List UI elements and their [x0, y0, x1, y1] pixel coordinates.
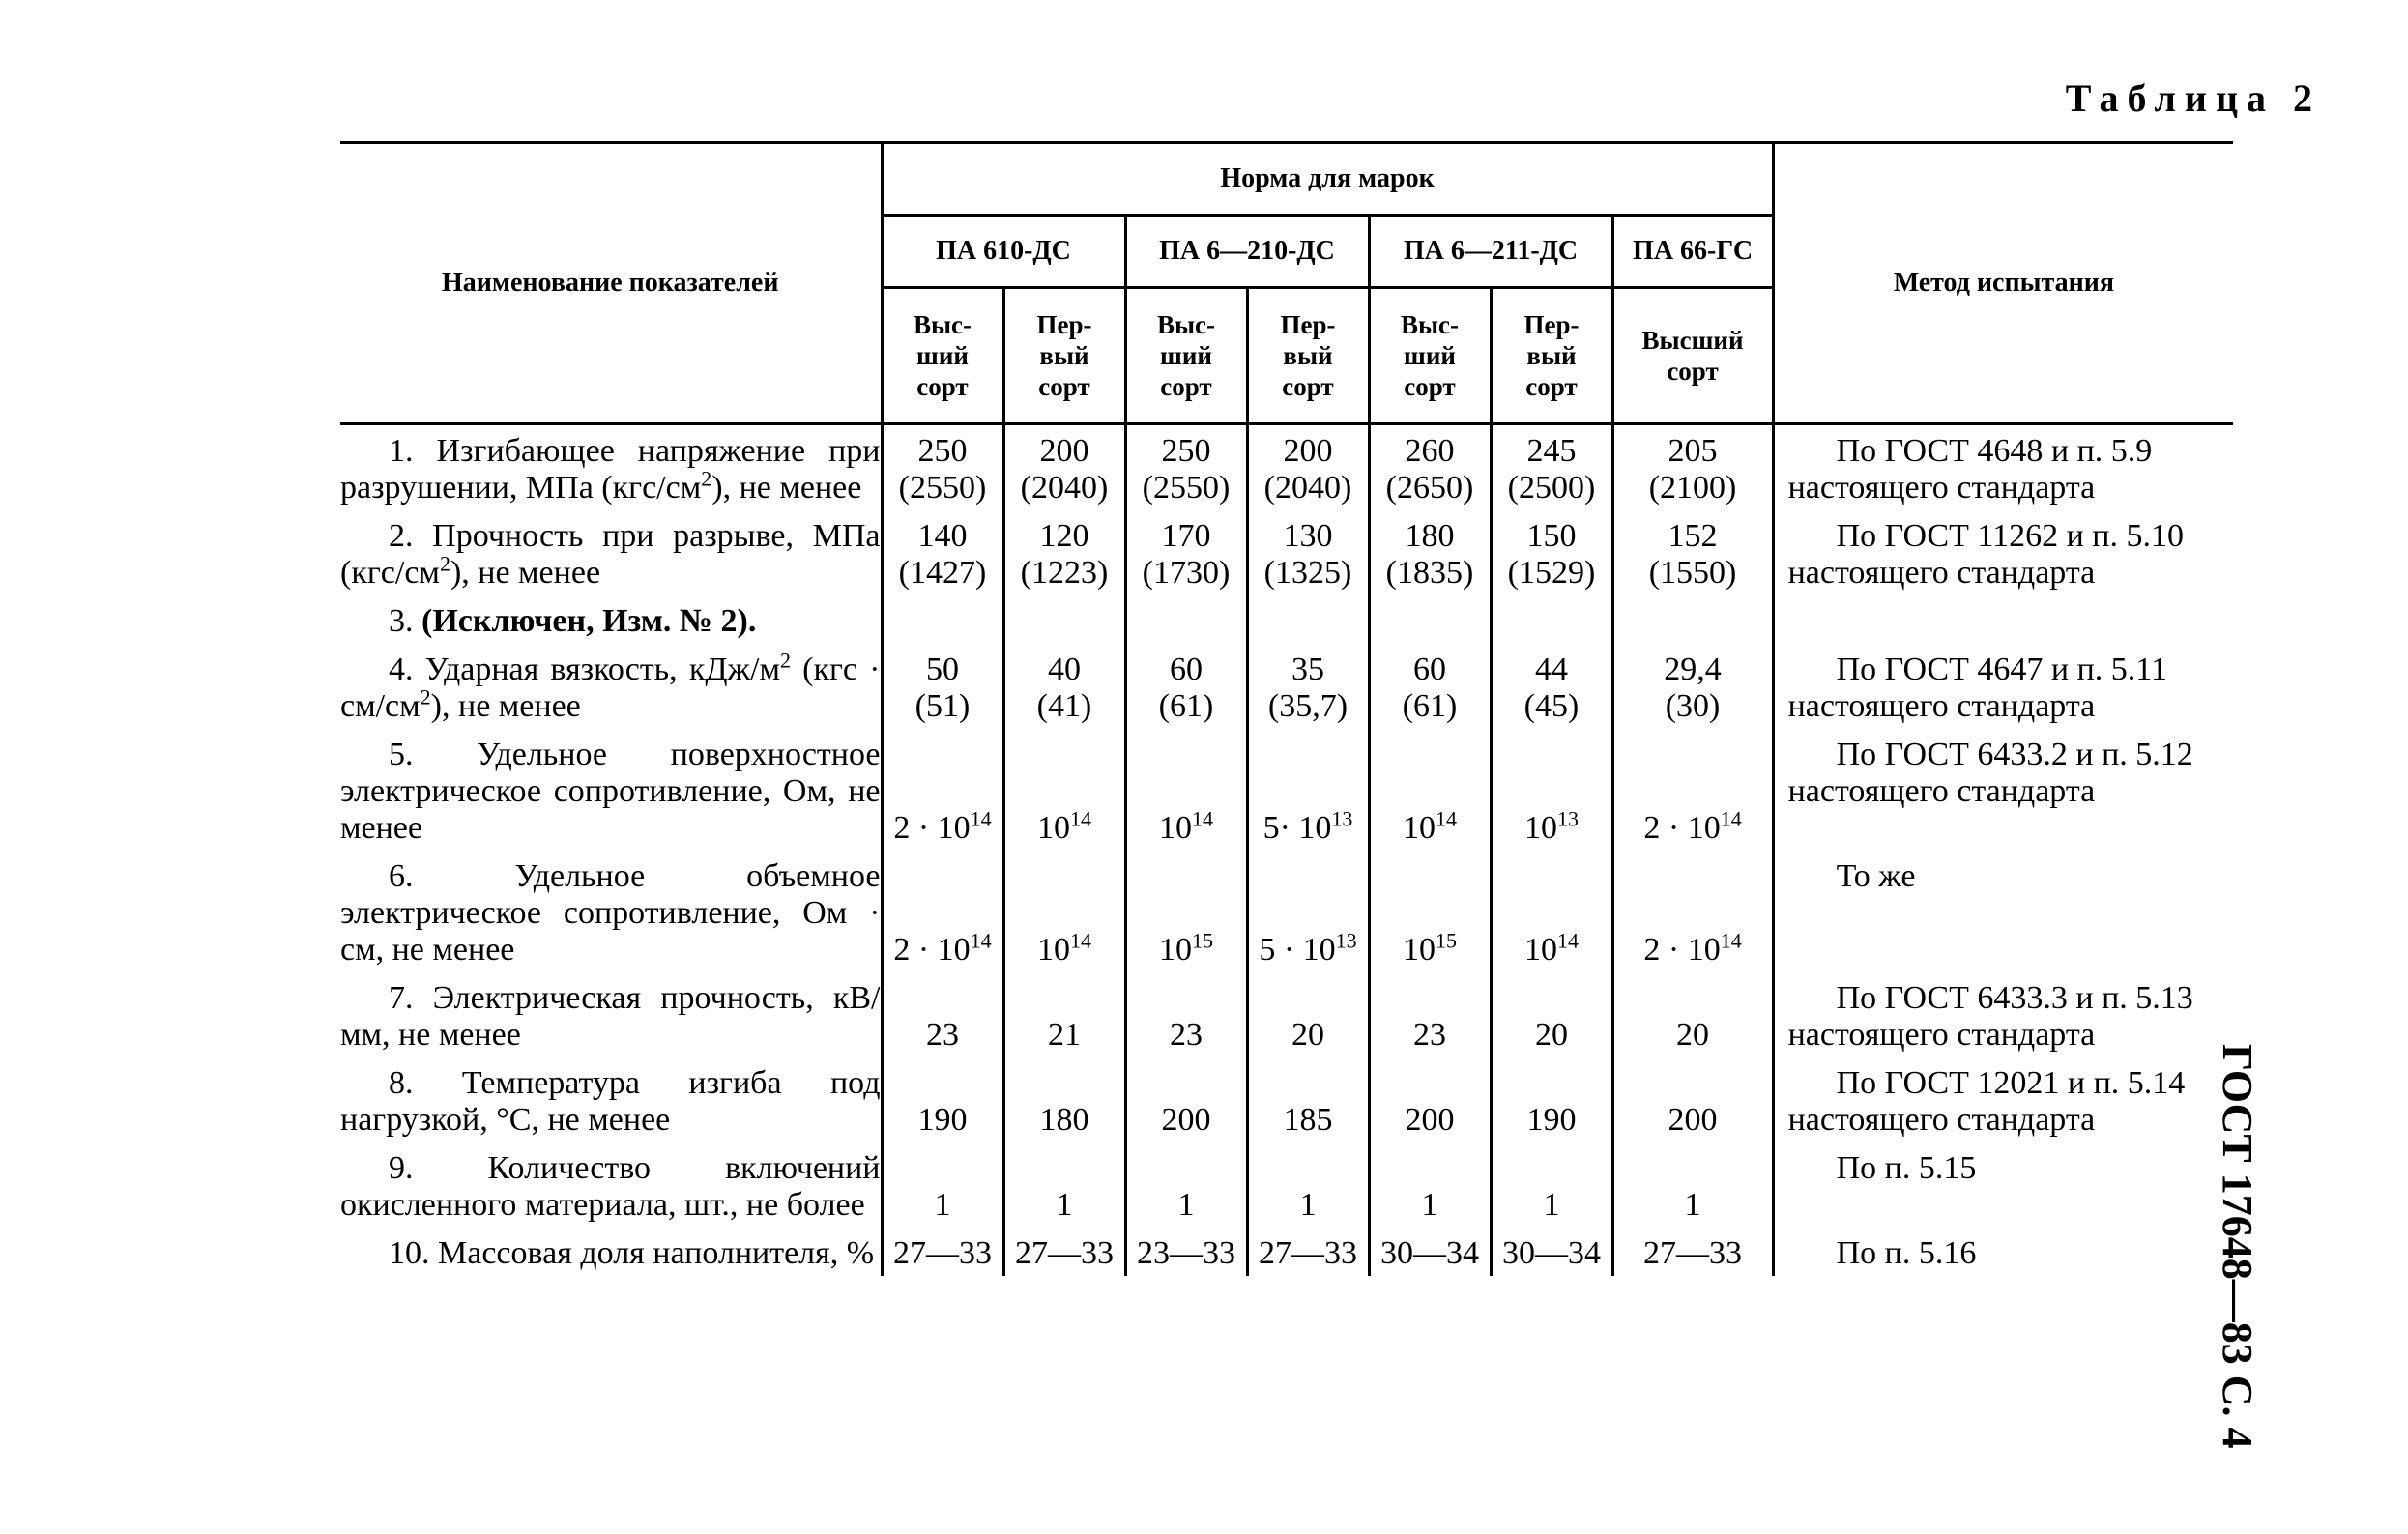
value-cell: $2 \cdot 10^{14}$: [882, 851, 1003, 972]
value-cell: 1: [882, 1143, 1003, 1228]
value-cell: $10^{15}$: [1125, 851, 1247, 972]
value-cell: 44 (45): [1491, 644, 1612, 729]
grade-pa-6-211-ds: ПА 6—211-ДС: [1369, 216, 1612, 288]
value-cell: 30—34: [1369, 1228, 1491, 1276]
row-name: 2. Прочность при разрыве, МПа $(кгс/см^2)$, не менее: [340, 518, 881, 591]
value-cell: $5\cdot 10^{13}$: [1247, 729, 1369, 851]
value-cell: $2 \cdot 10^{14}$: [882, 729, 1003, 851]
value-cell: 50 (51): [882, 644, 1003, 729]
table-row: [340, 729, 2233, 851]
value-cell: [1247, 595, 1369, 644]
sort-header: Выс- ший сорт: [1125, 288, 1247, 424]
value-cell: $10^{14}$: [1369, 729, 1491, 851]
value-cell: 140 (1427): [882, 510, 1003, 595]
value-cell: 60 (61): [1369, 644, 1491, 729]
value-cell: $2 \cdot 10^{14}$: [1612, 851, 1773, 972]
header-row-1: [340, 143, 2233, 216]
value-cell: 170 (1730): [1125, 510, 1247, 595]
value-cell: 27—33: [1612, 1228, 1773, 1276]
sort-header: Пер- вый сорт: [1491, 288, 1612, 424]
value-cell: 27—33: [882, 1228, 1003, 1276]
row-name: 6. Удельное объемное электрическое сопротивление, Ом · см, не менее: [340, 858, 881, 968]
value-cell: 250 (2550): [1125, 424, 1247, 511]
value-cell: 20: [1247, 972, 1369, 1057]
value-cell: 180 (1835): [1369, 510, 1491, 595]
table-row: [340, 424, 2233, 511]
grade-pa-66-gs: ПА 66-ГС: [1612, 216, 1773, 288]
value-cell: 152 (1550): [1612, 510, 1773, 595]
value-cell: 1: [1369, 1143, 1491, 1228]
value-cell: 130 (1325): [1247, 510, 1369, 595]
value-cell: 1: [1491, 1143, 1612, 1228]
value-cell: [882, 595, 1003, 644]
value-cell: 27—33: [1003, 1228, 1125, 1276]
method-cell: По п. 5.15: [1773, 1143, 2233, 1228]
value-cell: 150 (1529): [1491, 510, 1612, 595]
value-cell: 23—33: [1125, 1228, 1247, 1276]
value-cell: $2 \cdot 10^{14}$: [1612, 729, 1773, 851]
value-cell: 1: [1003, 1143, 1125, 1228]
method-cell: По п. 5.16: [1773, 1228, 2233, 1276]
properties-table: [340, 141, 2233, 1276]
table-row: [340, 1057, 2233, 1143]
table-row: [340, 1228, 2233, 1276]
value-cell: 23: [1125, 972, 1247, 1057]
value-cell: 1: [1612, 1143, 1773, 1228]
value-cell: 180: [1003, 1057, 1125, 1143]
value-cell: [1003, 595, 1125, 644]
table-title: Таблица 2: [2065, 76, 2321, 120]
value-cell: 120 (1223): [1003, 510, 1125, 595]
value-cell: [1612, 595, 1773, 644]
value-cell: 30—34: [1491, 1228, 1612, 1276]
sort-header: Пер- вый сорт: [1247, 288, 1369, 424]
norm-header: Норма для марок: [882, 143, 1773, 216]
grade-pa-6-210-ds: ПА 6—210-ДС: [1125, 216, 1369, 288]
method-cell: По ГОСТ 6433.3 и п. 5.13 настоящего стандарта: [1773, 972, 2233, 1057]
value-cell: 20: [1612, 972, 1773, 1057]
row-name: 10. Массовая доля наполнителя, %: [389, 1235, 875, 1271]
value-cell: 260 (2650): [1369, 424, 1491, 511]
row-name: 7. Электрическая прочность, кВ/мм, не менее: [340, 980, 881, 1053]
value-cell: [1369, 595, 1491, 644]
table-row: [340, 644, 2233, 729]
value-cell: 190: [1491, 1057, 1612, 1143]
method-cell: По ГОСТ 12021 и п. 5.14 настоящего стандарта: [1773, 1057, 2233, 1143]
value-cell: 35 (35,7): [1247, 644, 1369, 729]
value-cell: 205 (2100): [1612, 424, 1773, 511]
method-cell: По ГОСТ 11262 и п. 5.10 настоящего стандарта: [1773, 510, 2233, 595]
row-name: 4. Ударная вязкость, кДж/$м^2$ $(кгс \cdot см/см^2)$, не менее: [340, 648, 881, 724]
value-cell: 200: [1125, 1057, 1247, 1143]
name-column-header: Наименование показателей: [340, 143, 882, 424]
value-cell: $10^{13}$: [1491, 729, 1612, 851]
side-document-label: ГОСТ 17648—83 С. 4: [2214, 1044, 2261, 1449]
value-cell: [1125, 595, 1247, 644]
value-cell: 185: [1247, 1057, 1369, 1143]
row-name: 3. (Исключен, Изм. № 2).: [389, 603, 757, 639]
value-cell: 23: [882, 972, 1003, 1057]
value-cell: 40 (41): [1003, 644, 1125, 729]
value-cell: $10^{14}$: [1125, 729, 1247, 851]
value-cell: 20: [1491, 972, 1612, 1057]
sort-header: Пер- вый сорт: [1003, 288, 1125, 424]
method-cell: По ГОСТ 4647 и п. 5.11 настоящего стандарта: [1773, 644, 2233, 729]
row-name: 9. Количество включений окисленного материала, шт., не более: [340, 1150, 881, 1223]
value-cell: 200 (2040): [1003, 424, 1125, 511]
table-row: [340, 972, 2233, 1057]
method-cell: По ГОСТ 4648 и п. 5.9 настоящего стандарта: [1773, 424, 2233, 511]
method-cell: По ГОСТ 6433.2 и п. 5.12 настоящего стандарта: [1773, 729, 2233, 851]
row-name: 1. Изгибающее напряжение при разрушении, МПа $(кгс/см^2)$, не менее: [340, 433, 881, 506]
value-cell: $10^{14}$: [1003, 729, 1125, 851]
value-cell: 29,4 (30): [1612, 644, 1773, 729]
value-cell: 23: [1369, 972, 1491, 1057]
value-cell: 190: [882, 1057, 1003, 1143]
sort-header: Выс- ший сорт: [882, 288, 1003, 424]
table-row: [340, 510, 2233, 595]
grade-pa-610-ds: ПА 610-ДС: [882, 216, 1125, 288]
table-row: [340, 595, 2233, 644]
sort-header: Выс- ший сорт: [1369, 288, 1491, 424]
value-cell: 60 (61): [1125, 644, 1247, 729]
value-cell: $10^{14}$: [1491, 851, 1612, 972]
value-cell: 250 (2550): [882, 424, 1003, 511]
method-cell: То же: [1773, 851, 2233, 972]
value-cell: 27—33: [1247, 1228, 1369, 1276]
row-name: 8. Температура изгиба под нагрузкой, °С, не менее: [340, 1065, 881, 1138]
table-row: [340, 851, 2233, 972]
value-cell: [1491, 595, 1612, 644]
value-cell: 200 (2040): [1247, 424, 1369, 511]
table-row: [340, 1143, 2233, 1228]
value-cell: 21: [1003, 972, 1125, 1057]
value-cell: 200: [1612, 1057, 1773, 1143]
value-cell: $5 \cdot 10^{13}$: [1247, 851, 1369, 972]
method-cell: [1773, 595, 2233, 644]
row-name: 5. Удельное поверхностное электрическое сопротивление, Ом, не менее: [340, 737, 881, 846]
value-cell: 1: [1125, 1143, 1247, 1228]
value-cell: 245 (2500): [1491, 424, 1612, 511]
value-cell: $10^{14}$: [1003, 851, 1125, 972]
value-cell: $10^{15}$: [1369, 851, 1491, 972]
value-cell: 1: [1247, 1143, 1369, 1228]
value-cell: 200: [1369, 1057, 1491, 1143]
method-column-header: Метод испытания: [1773, 143, 2233, 424]
sort-header: Высший сорт: [1612, 288, 1773, 424]
